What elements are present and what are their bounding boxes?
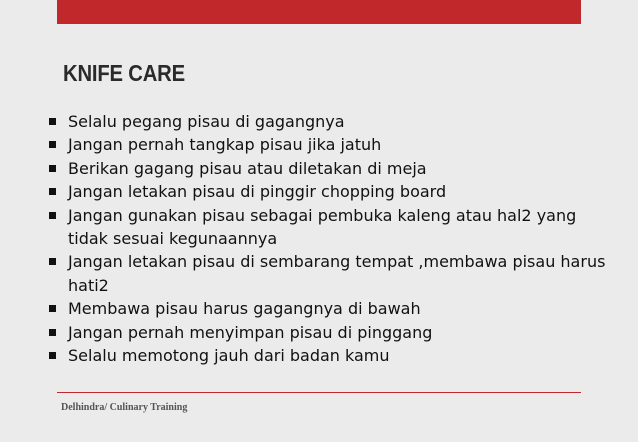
bullet-text: Membawa pisau harus gagangnya di bawah [68, 299, 421, 319]
square-bullet-icon [49, 258, 56, 265]
bullet-text: Jangan pernah tangkap pisau jika jatuh [68, 135, 382, 155]
square-bullet-icon [49, 188, 56, 195]
top-accent-bar [57, 0, 581, 24]
bullet-text: Berikan gagang pisau atau diletakan di meja [68, 158, 427, 178]
bullet-item [46, 157, 621, 180]
bullet-text: Selalu pegang pisau di gagangnya [68, 112, 345, 131]
bullet-item [46, 204, 621, 251]
bullet-item [46, 321, 621, 344]
footer-divider [57, 392, 581, 393]
square-bullet-icon [49, 352, 56, 359]
bullet-item [46, 110, 621, 133]
square-bullet-icon [49, 305, 56, 312]
bullet-item [46, 297, 621, 320]
footer-credit: Delhindra/ Culinary Training [61, 402, 188, 413]
square-bullet-icon [49, 329, 56, 336]
bullet-item [46, 344, 621, 367]
slide-title: KNIFE CARE [63, 60, 185, 86]
bullet-item [46, 133, 621, 156]
square-bullet-icon [49, 165, 56, 172]
bullet-text: Jangan gunakan pisau sebagai pembuka kaleng atau hal2 yang tidak sesuai kegunaannya [68, 205, 577, 249]
bullet-text: Selalu memotong jauh dari badan kamu [68, 346, 390, 366]
bullet-list [46, 110, 621, 367]
bullet-text: Jangan pernah menyimpan pisau di pinggang [68, 322, 433, 342]
bullet-text: Jangan letakan pisau di sembarang tempat ,membawa pisau harus hati2 [68, 252, 606, 295]
square-bullet-icon [49, 141, 56, 148]
bullet-text: Jangan letakan pisau di pinggir chopping board [68, 182, 447, 202]
square-bullet-icon [49, 212, 56, 219]
bullet-item [46, 180, 621, 203]
square-bullet-icon [49, 118, 56, 125]
bullet-item [46, 250, 621, 297]
